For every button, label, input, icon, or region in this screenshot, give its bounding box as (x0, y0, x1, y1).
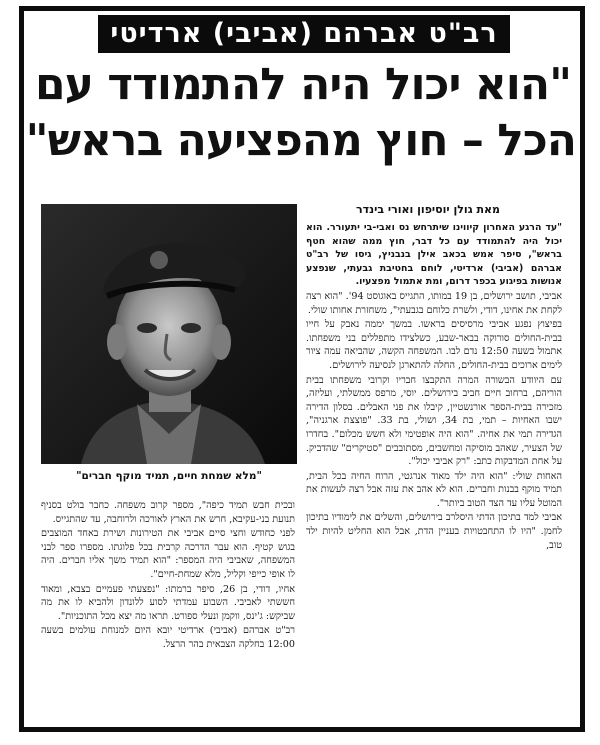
photo-caption: "מלא שמחת חיים, תמיד מוקף חברים" (76, 470, 262, 482)
name-banner: רב"ט אברהם (אביבי) ארדיטי (98, 15, 510, 53)
soldier-photo (41, 204, 297, 464)
article-paragraph: בפיצוץ נפגע אביבי מרסיסים בראשו. במשך יממה נאבק על חייו בבית-החולים סורוקה בבאר-שבע, כשלצידו מתפללים בני משפחתו. אתמול בשעה 12:50 נדם לבו. המשפחה הקשה, שהביאה עמה ציור לימים ארוכים בבית-החולים, החלה להתארגן לנסיעה לירושלים. (306, 319, 562, 371)
headline-line-2: הכל – חוץ מהפציעה בראש" (25, 115, 576, 166)
headline-line-1: "הוא יכול היה להתמודד עם (34, 59, 572, 110)
article-paragraph: אביבי, תושב ירושלים, בן 19 במותו, התגייס באוגוסט 94'. "הוא רצה לקחת את אחינו, דודי, ולשרת כלוחם בגבעתי", משחזרת אחותו שולי. (306, 290, 562, 316)
article-column-right (306, 221, 562, 719)
article-frame (19, 6, 585, 732)
article-paragraph: ובכית חבש תמיד כיפה", מספר קרוב משפחה. כחבר בולט בסניף תנועת בני-עקיבא, חרש את הארץ לאורכה ולרוחבה, עד שהתגייס. (41, 500, 295, 525)
article-paragraph: אביבי למד בתיכון הדתי היסלרב בירושלים, והשלים את לימודיו בתיכון לחמן. "היו לו התחבטויות בעניין הדת, אבל הוא החליט להיות ילד טוב, (306, 512, 562, 551)
article-paragraph: עם היוודע הבשורה המרה התקבצו חבריו וקרובי משפחתו בבית הוריהם, ברחוב חיים חביב בירושלים. יוסי, מרפס ממשלתי, ועליזה, מזכירה בבית-הספר אורנשטיין, קיבלו את פני האבלים. בסלון הדירה ישבו האחיות – תמי, בת 34, ושולי, בת 33. "פוצצת ארגניה", הגדירה תמי את אחיה. "הוא היה אופטימי ולא חשש מכלום". בחדרו של הצעיר, שאהב מוסיקה ומחשבים, מסתובבים "סטיקרים" שהדביק. על אחת המדבקות כתב: "רק אביבי יכול". (306, 374, 562, 468)
article-paragraph: רב"ט אברהם (אביבי) ארדיטי יובא היום למנוחת עולמים בשעה 12:00 בחלקה הצבאית בהר הרצל. (41, 625, 295, 650)
article-column-left (41, 499, 295, 717)
article-lead-paragraph: "עד הרגע האחרון קיווינו שיתרחש נס ואבי-בי יתעורר. הוא יכול היה להתמודד עם כל דבר, חוץ ממה שהוא חטף בראש", סיפר אמש בכאב אילן בנבניץ, גיסו של רב"ט אברהם (אביבי) ארדיטי, לוחם בחטיבת גבעתי, שנפצע אנושות בפיגוע בכפר דרום, ומת אתמול מפצעיו. (306, 222, 562, 288)
portrait-illustration (41, 204, 297, 464)
article-paragraph: האחות שולי: "הוא היה ילד מאוד אנרגטי, הרוח החיה בכל הבית, תמיד מוקף בבנות וחברים. הוא לא אהב את עזה אבל רצה לעשות את המוטל עליו עד הצד הטוב ביותר". (306, 470, 562, 509)
headline (25, 57, 576, 169)
article-paragraph: אחיו, דודי, בן 26, סיפר ברמתו: "נפצעתי פעמיים בצבא, ומאוד חששתי לאביבי. השבוע עמדתי לסוע ללונדון ולהביא לו את מה שביקש: ג'ינס, ווקמן ונעלי ספורט. תראו מה יצא מכל התוכניות". (41, 583, 295, 622)
article-paragraph: לפני כחודש וחצי סיים אביבי את הטירונות ושירת באחד המוצבים בגוש קטיף. הוא עבר הדרכה קרבית בכל פלוגתו. מספרו ספר לבני המשפחה, שאביבי היה המספר: "הוא תמיד משך אליו חברים. היה לו אופי כייפי וקליל, מלא שמחת-חיים". (41, 528, 295, 580)
byline: מאת גולן יוסיפון ואורי בינדר (356, 203, 500, 216)
